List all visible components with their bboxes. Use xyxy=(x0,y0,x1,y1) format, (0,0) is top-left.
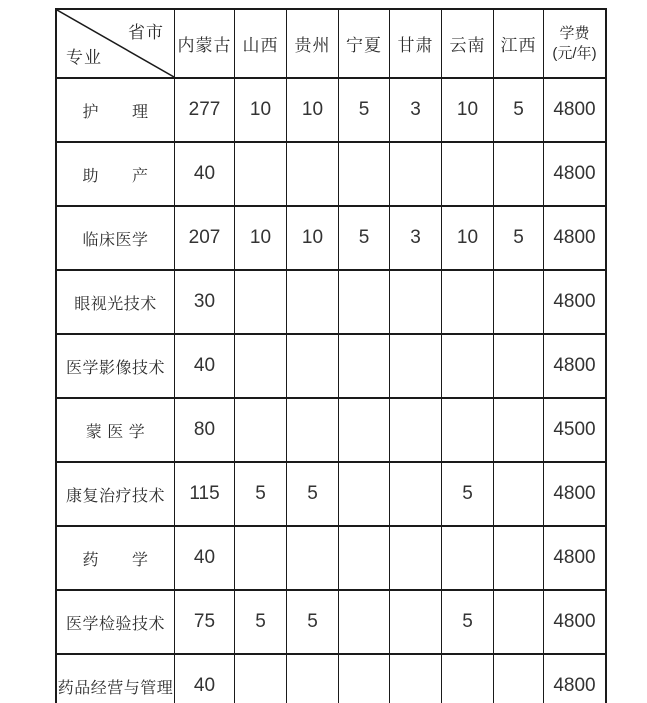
cell-gansu xyxy=(390,463,442,525)
cell-jiangxi xyxy=(494,655,544,703)
cell-neimenggu: 40 xyxy=(175,527,235,589)
column-header-ningxia: 宁夏 xyxy=(339,10,390,77)
cell-gansu xyxy=(390,143,442,205)
table-row-mengyixue xyxy=(57,399,605,463)
row-label-major: 药品经营与管理 xyxy=(57,655,175,703)
row-label-major: 临床医学 xyxy=(57,207,175,269)
row-label-major: 康复治疗技术 xyxy=(57,463,175,525)
cell-gansu xyxy=(390,335,442,397)
cell-guizhou: 10 xyxy=(287,79,339,141)
cell-guizhou: 5 xyxy=(287,591,339,653)
column-header-fee xyxy=(544,10,605,77)
cell-ningxia xyxy=(339,271,390,333)
cell-neimenggu: 80 xyxy=(175,399,235,461)
cell-ningxia xyxy=(339,463,390,525)
enrollment-plan-table xyxy=(55,8,607,703)
table-row-yaopinjingying xyxy=(57,655,605,703)
cell-shanxi xyxy=(235,143,287,205)
cell-fee: 4800 xyxy=(553,227,596,248)
corner-label-major: 专业 xyxy=(66,48,102,67)
corner-cell xyxy=(57,10,175,77)
cell-guizhou: 10 xyxy=(287,207,339,269)
fee-header-line2: (元/年) xyxy=(552,44,597,62)
cell-ningxia: 5 xyxy=(339,79,390,141)
cell-ningxia xyxy=(339,655,390,703)
row-label-major: 眼视光技术 xyxy=(57,271,175,333)
cell-jiangxi xyxy=(494,527,544,589)
cell-fee: 4500 xyxy=(553,419,596,440)
cell-fee: 4800 xyxy=(553,355,596,376)
cell-shanxi: 10 xyxy=(235,207,287,269)
cell-jiangxi xyxy=(494,271,544,333)
cell-gansu xyxy=(390,591,442,653)
cell-fee: 4800 xyxy=(553,547,596,568)
table-row-yaoxue xyxy=(57,527,605,591)
cell-jiangxi: 5 xyxy=(494,207,544,269)
cell-fee: 4800 xyxy=(553,291,596,312)
cell-gansu xyxy=(390,527,442,589)
cell-ningxia xyxy=(339,143,390,205)
cell-shanxi: 5 xyxy=(235,463,287,525)
column-header-gansu: 甘肃 xyxy=(390,10,442,77)
cell-shanxi xyxy=(235,527,287,589)
cell-neimenggu: 40 xyxy=(175,655,235,703)
cell-ningxia xyxy=(339,399,390,461)
column-header-shanxi: 山西 xyxy=(235,10,287,77)
cell-neimenggu: 277 xyxy=(175,79,235,141)
cell-guizhou xyxy=(287,143,339,205)
cell-shanxi xyxy=(235,335,287,397)
cell-yunnan xyxy=(442,527,494,589)
table-row-kangfuzhiliao xyxy=(57,463,605,527)
fee-header-line1: 学费 xyxy=(559,25,590,42)
cell-ningxia xyxy=(339,527,390,589)
cell-jiangxi: 5 xyxy=(494,79,544,141)
cell-guizhou xyxy=(287,527,339,589)
row-label-major: 蒙 医 学 xyxy=(57,399,175,461)
cell-fee: 4800 xyxy=(553,99,596,120)
cell-gansu xyxy=(390,271,442,333)
table-row-linchuangyixue xyxy=(57,207,605,271)
row-label-major: 助 产 xyxy=(57,143,175,205)
column-header-jiangxi: 江西 xyxy=(494,10,544,77)
row-label-major: 医学影像技术 xyxy=(57,335,175,397)
cell-yunnan xyxy=(442,335,494,397)
cell-shanxi xyxy=(235,399,287,461)
cell-shanxi: 5 xyxy=(235,591,287,653)
cell-yunnan: 10 xyxy=(442,79,494,141)
cell-shanxi: 10 xyxy=(235,79,287,141)
cell-shanxi xyxy=(235,271,287,333)
cell-yunnan: 5 xyxy=(442,591,494,653)
cell-ningxia xyxy=(339,591,390,653)
row-label-major: 医学检验技术 xyxy=(57,591,175,653)
cell-jiangxi xyxy=(494,335,544,397)
cell-neimenggu: 30 xyxy=(175,271,235,333)
cell-guizhou xyxy=(287,335,339,397)
cell-fee: 4800 xyxy=(553,163,596,184)
column-header-guizhou: 贵州 xyxy=(287,10,339,77)
row-label-major: 药 学 xyxy=(57,527,175,589)
cell-guizhou: 5 xyxy=(287,463,339,525)
cell-ningxia xyxy=(339,335,390,397)
cell-yunnan xyxy=(442,271,494,333)
cell-yunnan xyxy=(442,399,494,461)
row-label-major: 护 理 xyxy=(57,79,175,141)
cell-fee: 4800 xyxy=(553,611,596,632)
column-header-neimenggu: 内蒙古 xyxy=(175,10,235,77)
cell-gansu: 3 xyxy=(390,79,442,141)
cell-jiangxi xyxy=(494,591,544,653)
cell-jiangxi xyxy=(494,399,544,461)
cell-jiangxi xyxy=(494,143,544,205)
cell-neimenggu: 75 xyxy=(175,591,235,653)
table-row-huli xyxy=(57,79,605,143)
cell-neimenggu: 40 xyxy=(175,335,235,397)
cell-jiangxi xyxy=(494,463,544,525)
cell-yunnan xyxy=(442,143,494,205)
cell-gansu: 3 xyxy=(390,207,442,269)
table-row-zhuchan xyxy=(57,143,605,207)
column-header-yunnan: 云南 xyxy=(442,10,494,77)
table-row-yixuejianyan xyxy=(57,591,605,655)
cell-guizhou xyxy=(287,271,339,333)
cell-neimenggu: 40 xyxy=(175,143,235,205)
cell-neimenggu: 207 xyxy=(175,207,235,269)
cell-guizhou xyxy=(287,655,339,703)
cell-shanxi xyxy=(235,655,287,703)
corner-label-province: 省市 xyxy=(128,23,164,42)
cell-gansu xyxy=(390,399,442,461)
cell-fee: 4800 xyxy=(553,675,596,696)
cell-yunnan xyxy=(442,655,494,703)
table-row-yanshiguang xyxy=(57,271,605,335)
cell-fee: 4800 xyxy=(553,483,596,504)
cell-neimenggu: 115 xyxy=(175,463,235,525)
cell-gansu xyxy=(390,655,442,703)
table-row-yixueyingxiang xyxy=(57,335,605,399)
cell-ningxia: 5 xyxy=(339,207,390,269)
cell-guizhou xyxy=(287,399,339,461)
cell-yunnan: 5 xyxy=(442,463,494,525)
table-header-row xyxy=(57,10,605,79)
cell-yunnan: 10 xyxy=(442,207,494,269)
